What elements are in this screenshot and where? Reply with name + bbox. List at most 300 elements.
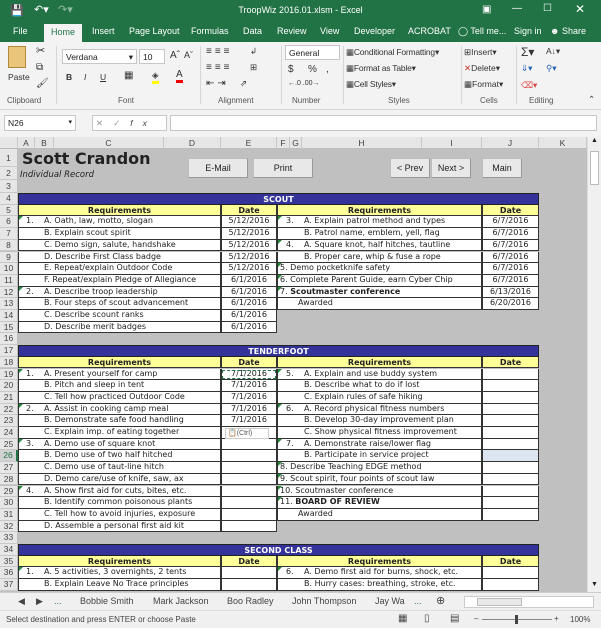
date-cell[interactable] xyxy=(221,509,277,521)
table-icon: ▦ xyxy=(346,63,354,73)
find-select-icon[interactable]: ⚲▾ xyxy=(546,63,557,73)
date-cell[interactable]: 6/1/2016 xyxy=(221,287,277,299)
requirement-cell[interactable] xyxy=(18,287,221,299)
requirement-cell[interactable] xyxy=(277,392,482,404)
tab-formulas[interactable]: Formulas xyxy=(191,26,229,36)
requirement-cell[interactable] xyxy=(18,252,221,264)
date-header: Date xyxy=(482,357,539,369)
name-box[interactable] xyxy=(4,115,76,131)
requirement-text: C. Tell how to avoid injuries, exposure xyxy=(44,508,196,518)
date-cell[interactable] xyxy=(221,474,277,486)
column-header-a[interactable]: A xyxy=(18,137,35,149)
font-color-icon[interactable]: A xyxy=(176,69,183,83)
row-header-16[interactable]: 16 xyxy=(0,333,18,345)
row-header-34[interactable]: 34 xyxy=(0,544,18,556)
cells-group-label: Cells xyxy=(480,96,498,105)
requirement-cell[interactable] xyxy=(18,579,221,591)
date-cell[interactable] xyxy=(482,509,539,521)
orientation-icon[interactable]: ⇗ xyxy=(240,78,248,88)
format-as-table-label: Format as Table xyxy=(353,63,412,73)
column-header-i[interactable]: I xyxy=(422,137,482,149)
row-header-15[interactable]: 15 xyxy=(0,322,18,334)
requirement-cell[interactable] xyxy=(277,439,482,451)
close-button[interactable]: ✕ xyxy=(575,2,586,16)
function-icon[interactable]: fx xyxy=(130,118,157,128)
date-cell[interactable] xyxy=(482,579,539,591)
horizontal-scrollbar[interactable] xyxy=(464,596,594,608)
date-cell[interactable] xyxy=(221,521,277,533)
requirement-number: 6. xyxy=(286,403,294,413)
date-cell[interactable] xyxy=(221,497,277,509)
date-cell[interactable] xyxy=(482,497,539,509)
cell-styles-button[interactable]: ▦Cell Styles▾ xyxy=(346,79,396,89)
requirement-cell[interactable] xyxy=(18,216,221,228)
divider xyxy=(343,46,344,104)
date-cell[interactable] xyxy=(221,450,277,462)
requirement-text: B. Hurry cases: breathing, stroke, etc. xyxy=(304,579,456,589)
requirement-cell[interactable] xyxy=(18,439,221,451)
maximize-button[interactable]: ☐ xyxy=(543,3,552,14)
requirement-text: A. Describe troop leadership xyxy=(44,286,158,296)
requirement-label: 5. Demo pocketknife safety xyxy=(280,263,391,273)
requirement-cell[interactable] xyxy=(277,486,482,498)
conditional-formatting-label: Conditional Formatting xyxy=(353,47,435,57)
column-header-e[interactable]: E xyxy=(221,137,277,149)
requirement-cell[interactable] xyxy=(277,216,482,228)
requirement-cell[interactable] xyxy=(18,497,221,509)
font-name-value: Verdana xyxy=(66,52,98,62)
comma-button[interactable]: , xyxy=(326,64,329,75)
requirement-text: D. Describe First Class badge xyxy=(44,251,161,261)
date-cell[interactable] xyxy=(221,567,277,579)
requirement-cell[interactable] xyxy=(18,427,221,439)
requirement-text: A. 5 activities, 3 overnights, 2 tents xyxy=(44,567,187,577)
requirement-cell[interactable] xyxy=(18,486,221,498)
share-button[interactable] xyxy=(550,26,586,36)
sign-in-link[interactable]: Sign in xyxy=(514,26,542,36)
requirement-text xyxy=(280,486,393,497)
decrease-font-icon[interactable]: Aˇ xyxy=(184,50,193,60)
requirement-cell[interactable] xyxy=(277,287,482,299)
requirements-header: Requirements xyxy=(18,205,221,217)
tab-acrobat[interactable]: ACROBAT xyxy=(408,26,451,36)
row-header-35[interactable]: 35 xyxy=(0,556,18,568)
requirement-number: 5. xyxy=(286,368,294,378)
date-cell[interactable]: 7/1/2016 xyxy=(221,415,277,427)
borders-icon[interactable]: ▦ xyxy=(124,70,134,81)
requirement-cell[interactable] xyxy=(277,252,482,264)
prev-button[interactable]: < Prev xyxy=(390,158,430,178)
autosum-icon[interactable]: Σ▾ xyxy=(521,45,535,59)
requirement-cell[interactable] xyxy=(18,450,221,462)
tab-insert[interactable]: Insert xyxy=(92,26,115,36)
row-header-19[interactable]: 19 xyxy=(0,369,18,381)
date-cell[interactable]: 5/12/2016 xyxy=(221,216,277,228)
format-painter-icon[interactable]: 🖌 xyxy=(36,78,49,89)
requirement-text: C. Demo sign, salute, handshake xyxy=(44,239,176,249)
date-cell[interactable] xyxy=(482,427,539,439)
vertical-align-icons[interactable]: ≡≡≡ xyxy=(206,46,233,57)
requirement-cell[interactable] xyxy=(277,415,482,427)
column-header-j[interactable]: J xyxy=(482,137,539,149)
spreadsheet-grid[interactable] xyxy=(0,137,587,592)
status-bar xyxy=(0,610,601,628)
row-header-8[interactable]: 8 xyxy=(0,240,18,252)
tab-review[interactable]: Review xyxy=(277,26,307,36)
font-size-select[interactable] xyxy=(139,49,165,64)
requirement-text: F. Repeat/explain Pledge of Allegiance xyxy=(44,274,197,284)
row-header-3[interactable]: 3 xyxy=(0,180,18,193)
decimal-icons[interactable]: ←.0 .00→ xyxy=(288,80,320,87)
row-header-32[interactable]: 32 xyxy=(0,521,18,533)
ribbon-tabs xyxy=(0,22,601,42)
save-icon[interactable]: 💾 xyxy=(10,5,24,17)
date-cell[interactable]: 5/12/2016 xyxy=(221,228,277,240)
row-header-25[interactable]: 25 xyxy=(0,439,18,451)
requirement-cell[interactable] xyxy=(18,275,221,287)
date-header: Date xyxy=(482,556,539,568)
row-header-33[interactable]: 33 xyxy=(0,532,18,544)
date-cell[interactable] xyxy=(482,462,539,474)
comment-indicator-icon xyxy=(278,216,282,220)
requirement-number: 3. xyxy=(26,438,34,448)
number-format-select[interactable] xyxy=(285,45,340,60)
column-header-g[interactable]: G xyxy=(290,137,302,149)
column-header-d[interactable]: D xyxy=(164,137,221,149)
tab-data[interactable]: Data xyxy=(243,26,263,36)
date-cell[interactable]: 6/7/2016 xyxy=(482,240,539,252)
row-header-20[interactable]: 20 xyxy=(0,380,18,392)
scroll-down-icon[interactable]: ▼ xyxy=(591,581,598,588)
bold-button[interactable]: B xyxy=(66,72,73,82)
paste-icon[interactable] xyxy=(8,46,26,68)
collapse-ribbon-icon[interactable]: ⌃ xyxy=(588,94,596,104)
date-cell[interactable]: 6/7/2016 xyxy=(482,275,539,287)
row-header-37[interactable]: 37 xyxy=(0,579,18,591)
row-header-13[interactable]: 13 xyxy=(0,298,18,310)
row-header-30[interactable]: 30 xyxy=(0,497,18,509)
requirement-cell[interactable] xyxy=(18,369,221,381)
requirement-cell[interactable] xyxy=(277,474,482,486)
requirement-cell[interactable] xyxy=(18,263,221,275)
next-button[interactable]: Next > xyxy=(431,158,471,178)
italic-button[interactable]: I xyxy=(84,72,87,82)
requirement-text: B. Proper care, whip & fuse a rope xyxy=(304,251,441,261)
requirement-cell[interactable] xyxy=(18,509,221,521)
row-header-11[interactable]: 11 xyxy=(0,275,18,287)
requirement-cell[interactable] xyxy=(18,462,221,474)
date-cell[interactable] xyxy=(482,450,539,462)
date-cell[interactable]: 6/1/2016 xyxy=(221,322,277,334)
alignment-group-label: Alignment xyxy=(218,96,254,105)
date-cell[interactable]: 5/12/2016 xyxy=(221,263,277,275)
requirement-text: B. Demonstrate safe food handling xyxy=(44,415,184,425)
date-cell[interactable] xyxy=(482,474,539,486)
requirement-cell[interactable] xyxy=(277,427,482,439)
requirement-cell[interactable] xyxy=(18,310,221,322)
next-sheet-icon[interactable]: ▶ xyxy=(36,596,43,606)
date-cell[interactable]: 6/7/2016 xyxy=(482,252,539,264)
formula-input[interactable] xyxy=(170,115,597,131)
scroll-thumb[interactable] xyxy=(477,598,522,606)
tab-view[interactable]: View xyxy=(320,26,340,36)
date-cell[interactable] xyxy=(482,415,539,427)
format-label: Format xyxy=(472,79,499,89)
requirement-cell[interactable] xyxy=(277,369,482,381)
row-header-31[interactable]: 31 xyxy=(0,509,18,521)
date-cell[interactable]: 6/1/2016 xyxy=(221,310,277,322)
paste-options-button[interactable] xyxy=(225,428,269,439)
section-title: SECOND CLASS xyxy=(18,544,539,556)
row-header-10[interactable]: 10 xyxy=(0,263,18,275)
sheet-tab-jay[interactable]: Jay Wa xyxy=(375,596,405,606)
requirement-text: A. Show first aid for cuts, bites, etc. xyxy=(44,485,187,495)
zoom-slider-thumb[interactable] xyxy=(515,615,518,624)
date-cell[interactable] xyxy=(482,567,539,579)
sheet-tab-mark-jackson[interactable]: Mark Jackson xyxy=(153,596,209,606)
font-name-select[interactable] xyxy=(62,49,137,64)
requirement-cell[interactable] xyxy=(18,228,221,240)
date-cell[interactable]: 7/1/2016 xyxy=(221,392,277,404)
requirement-cell[interactable] xyxy=(277,275,482,287)
requirement-number: 4. xyxy=(286,239,294,249)
requirement-cell[interactable] xyxy=(18,474,221,486)
requirement-cell[interactable] xyxy=(277,298,482,310)
requirement-cell[interactable] xyxy=(277,263,482,275)
ribbon-display-icon[interactable]: ▣ xyxy=(482,4,492,15)
requirement-cell[interactable] xyxy=(18,567,221,579)
tab-home[interactable]: Home xyxy=(44,24,82,42)
underline-button[interactable]: U xyxy=(100,72,107,82)
column-header-h[interactable]: H xyxy=(302,137,422,149)
sheet-tab-john-thompson[interactable]: John Thompson xyxy=(292,596,357,606)
tell-me-label: Tell me... xyxy=(470,26,507,36)
requirement-cell[interactable] xyxy=(18,322,221,334)
date-cell[interactable]: 6/7/2016 xyxy=(482,228,539,240)
column-header-k[interactable]: K xyxy=(539,137,587,149)
column-header-f[interactable]: F xyxy=(277,137,290,149)
requirement-number: 1. xyxy=(26,567,34,577)
zoom-level: 100% xyxy=(570,615,591,624)
date-cell[interactable]: 7/1/2016 xyxy=(221,380,277,392)
requirement-cell[interactable] xyxy=(18,240,221,252)
cancel-icon[interactable]: ✕ xyxy=(96,118,114,128)
font-size-value: 10 xyxy=(143,52,153,62)
requirement-cell[interactable] xyxy=(18,415,221,427)
enter-icon[interactable]: ✓ xyxy=(113,118,131,128)
date-cell[interactable] xyxy=(221,462,277,474)
select-all-corner[interactable] xyxy=(0,137,18,149)
merge-center-icon[interactable]: ⊞ xyxy=(250,62,258,72)
date-cell[interactable] xyxy=(482,380,539,392)
tab-page-layout[interactable]: Page Layout xyxy=(129,26,180,36)
cut-icon[interactable]: ✂ xyxy=(36,45,46,57)
row-header-26[interactable]: 26 xyxy=(0,450,18,462)
insert-cells-button[interactable]: ⊞Insert▾ xyxy=(464,47,497,57)
date-cell[interactable] xyxy=(482,486,539,498)
requirement-text: A. Assist in cooking camp meal xyxy=(44,403,169,413)
fill-color-icon[interactable]: ◈ xyxy=(152,70,159,84)
comment-indicator-icon xyxy=(19,287,23,291)
requirement-cell[interactable] xyxy=(277,579,482,591)
row-header-29[interactable]: 29 xyxy=(0,486,18,498)
row-header-28[interactable]: 28 xyxy=(0,474,18,486)
date-cell[interactable]: 7/1/2016 xyxy=(221,404,277,416)
format-cells-button[interactable]: ▦Format▾ xyxy=(464,79,504,89)
row-header-9[interactable]: 9 xyxy=(0,252,18,264)
date-cell[interactable]: 6/13/2016 xyxy=(482,287,539,299)
sort-filter-icon[interactable]: A↓▾ xyxy=(546,46,561,56)
date-cell[interactable] xyxy=(221,579,277,591)
requirement-cell[interactable] xyxy=(277,240,482,252)
requirement-cell[interactable] xyxy=(277,567,482,579)
date-cell[interactable]: 6/7/2016 xyxy=(482,263,539,275)
name-box-value: N26 xyxy=(8,118,24,128)
requirement-cell[interactable] xyxy=(18,521,221,533)
date-cell[interactable]: 6/7/2016 xyxy=(482,216,539,228)
ribbon xyxy=(0,42,601,110)
row-header-4[interactable]: 4 xyxy=(0,193,18,205)
date-cell[interactable] xyxy=(482,392,539,404)
zoom-in-button[interactable]: + xyxy=(554,614,559,623)
scroll-thumb[interactable] xyxy=(590,151,599,185)
requirement-cell[interactable] xyxy=(18,404,221,416)
requirement-cell[interactable] xyxy=(277,380,482,392)
insert-label: Insert xyxy=(471,47,493,57)
undo-icon[interactable]: ↶▾ xyxy=(34,4,49,16)
increase-font-icon[interactable]: Aˆ xyxy=(170,50,180,61)
vertical-scrollbar[interactable] xyxy=(587,137,601,592)
indent-icons[interactable]: ⇤⇥ xyxy=(206,78,229,89)
date-cell[interactable]: 6/20/2016 xyxy=(482,298,539,310)
date-cell[interactable]: 7/1/2016 xyxy=(221,369,277,381)
main-button[interactable]: Main xyxy=(482,158,522,178)
column-header-c[interactable]: C xyxy=(54,137,164,149)
requirement-text: A. Demo first aid for burns, shock, etc. xyxy=(304,567,459,577)
tab-developer[interactable]: Developer xyxy=(354,26,396,36)
date-cell[interactable]: 5/12/2016 xyxy=(221,240,277,252)
requirement-number: 1. xyxy=(26,368,34,378)
styles-group-label: Styles xyxy=(388,96,410,105)
requirement-cell[interactable] xyxy=(277,509,482,521)
date-cell[interactable] xyxy=(482,439,539,451)
copy-icon[interactable]: ⧉ xyxy=(36,62,44,73)
row-header-5[interactable]: 5 xyxy=(0,205,18,217)
date-cell[interactable]: 6/1/2016 xyxy=(221,275,277,287)
requirement-cell[interactable] xyxy=(18,380,221,392)
comment-indicator-icon xyxy=(278,369,282,373)
tell-me-search[interactable] xyxy=(458,26,506,37)
comment-indicator-icon xyxy=(19,369,23,373)
row-header-6[interactable]: 6 xyxy=(0,216,18,228)
row-header-22[interactable]: 22 xyxy=(0,404,18,416)
row-header-36[interactable]: 36 xyxy=(0,567,18,579)
fill-icon[interactable]: ⇓▾ xyxy=(521,63,533,73)
requirement-cell[interactable] xyxy=(277,228,482,240)
requirement-cell[interactable] xyxy=(277,450,482,462)
tab-file[interactable]: File xyxy=(13,26,28,36)
percent-button[interactable]: % xyxy=(308,64,317,75)
prev-sheet-icon[interactable]: ◀ xyxy=(18,596,25,606)
row-header-12[interactable]: 12 xyxy=(0,287,18,299)
comment-indicator-icon xyxy=(19,439,23,443)
zoom-out-button[interactable]: – xyxy=(474,614,479,623)
row-header-1[interactable]: 1 xyxy=(0,149,18,167)
scroll-up-icon[interactable]: ▲ xyxy=(591,137,598,144)
delete-label: Delete xyxy=(471,63,496,73)
minimize-button[interactable]: — xyxy=(512,3,522,14)
date-header: Date xyxy=(482,205,539,217)
row-header-2[interactable]: 2 xyxy=(0,167,18,180)
more-sheets-left[interactable]: ... xyxy=(54,596,62,606)
requirement-cell[interactable] xyxy=(277,462,482,474)
record-name: Scott Crandon xyxy=(22,149,151,168)
row-header-14[interactable]: 14 xyxy=(0,310,18,322)
page-break-view-icon[interactable]: ▤ xyxy=(450,613,460,624)
email-button[interactable]: E-Mail xyxy=(188,158,248,178)
requirement-cell[interactable] xyxy=(277,404,482,416)
requirement-cell[interactable] xyxy=(18,298,221,310)
clear-icon[interactable]: ⌫▾ xyxy=(521,80,538,90)
requirement-cell[interactable] xyxy=(18,392,221,404)
date-cell[interactable] xyxy=(221,439,277,451)
normal-view-icon[interactable]: ▦ xyxy=(398,613,408,624)
insert-icon: ⊞ xyxy=(464,47,472,57)
requirement-text: C. Tell how practiced Outdoor Code xyxy=(44,391,185,401)
row-header-18[interactable]: 18 xyxy=(0,357,18,369)
wrap-text-icon[interactable]: ↲ xyxy=(250,46,258,56)
paste-button[interactable]: Paste xyxy=(8,72,30,82)
editing-group-label: Editing xyxy=(529,96,554,105)
requirement-cell[interactable] xyxy=(277,497,482,509)
currency-button[interactable]: $ xyxy=(288,64,294,75)
format-icon: ▦ xyxy=(464,79,473,89)
print-button[interactable]: Print xyxy=(253,158,313,178)
row-header-21[interactable]: 21 xyxy=(0,392,18,404)
row-header-7[interactable]: 7 xyxy=(0,228,18,240)
more-sheets-right[interactable]: ... xyxy=(414,596,422,606)
page-layout-view-icon[interactable]: ▯ xyxy=(424,613,430,624)
divider xyxy=(56,46,57,104)
conditional-formatting-button[interactable]: ▦Conditional Formatting▾ xyxy=(346,47,440,57)
horizontal-align-icons[interactable]: ≡≡≡ xyxy=(206,62,233,73)
row-header-24[interactable]: 24 xyxy=(0,427,18,439)
delete-cells-button[interactable]: ✕Delete▾ xyxy=(464,63,500,73)
row-header-27[interactable]: 27 xyxy=(0,462,18,474)
requirement-text: B. Patrol name, emblem, yell, flag xyxy=(304,228,440,238)
date-cell[interactable]: 6/1/2016 xyxy=(221,298,277,310)
redo-icon[interactable]: ↷▾ xyxy=(58,4,73,16)
new-sheet-icon[interactable]: ⊕ xyxy=(436,595,446,607)
requirement-text: B. Demo use of two half hitched xyxy=(44,450,173,460)
date-cell[interactable] xyxy=(482,369,539,381)
title-bar xyxy=(0,0,601,22)
row-header-17[interactable]: 17 xyxy=(0,345,18,357)
column-header-b[interactable]: B xyxy=(35,137,54,149)
row-header-23[interactable]: 23 xyxy=(0,415,18,427)
requirement-label: 11. xyxy=(280,497,296,507)
sheet-tab-bobbie-smith[interactable]: Bobbie Smith xyxy=(80,596,134,606)
requirement-text xyxy=(280,275,453,286)
date-cell[interactable]: 5/12/2016 xyxy=(221,252,277,264)
sheet-tab-boo-radley[interactable]: Boo Radley xyxy=(227,596,274,606)
date-cell[interactable] xyxy=(482,404,539,416)
comment-indicator-icon xyxy=(278,240,282,244)
date-cell[interactable] xyxy=(221,486,277,498)
requirement-text: D. Demo care/use of knife, saw, ax xyxy=(44,473,184,483)
requirements-header: Requirements xyxy=(18,357,221,369)
format-as-table-button[interactable]: ▦Format as Table▾ xyxy=(346,63,416,73)
